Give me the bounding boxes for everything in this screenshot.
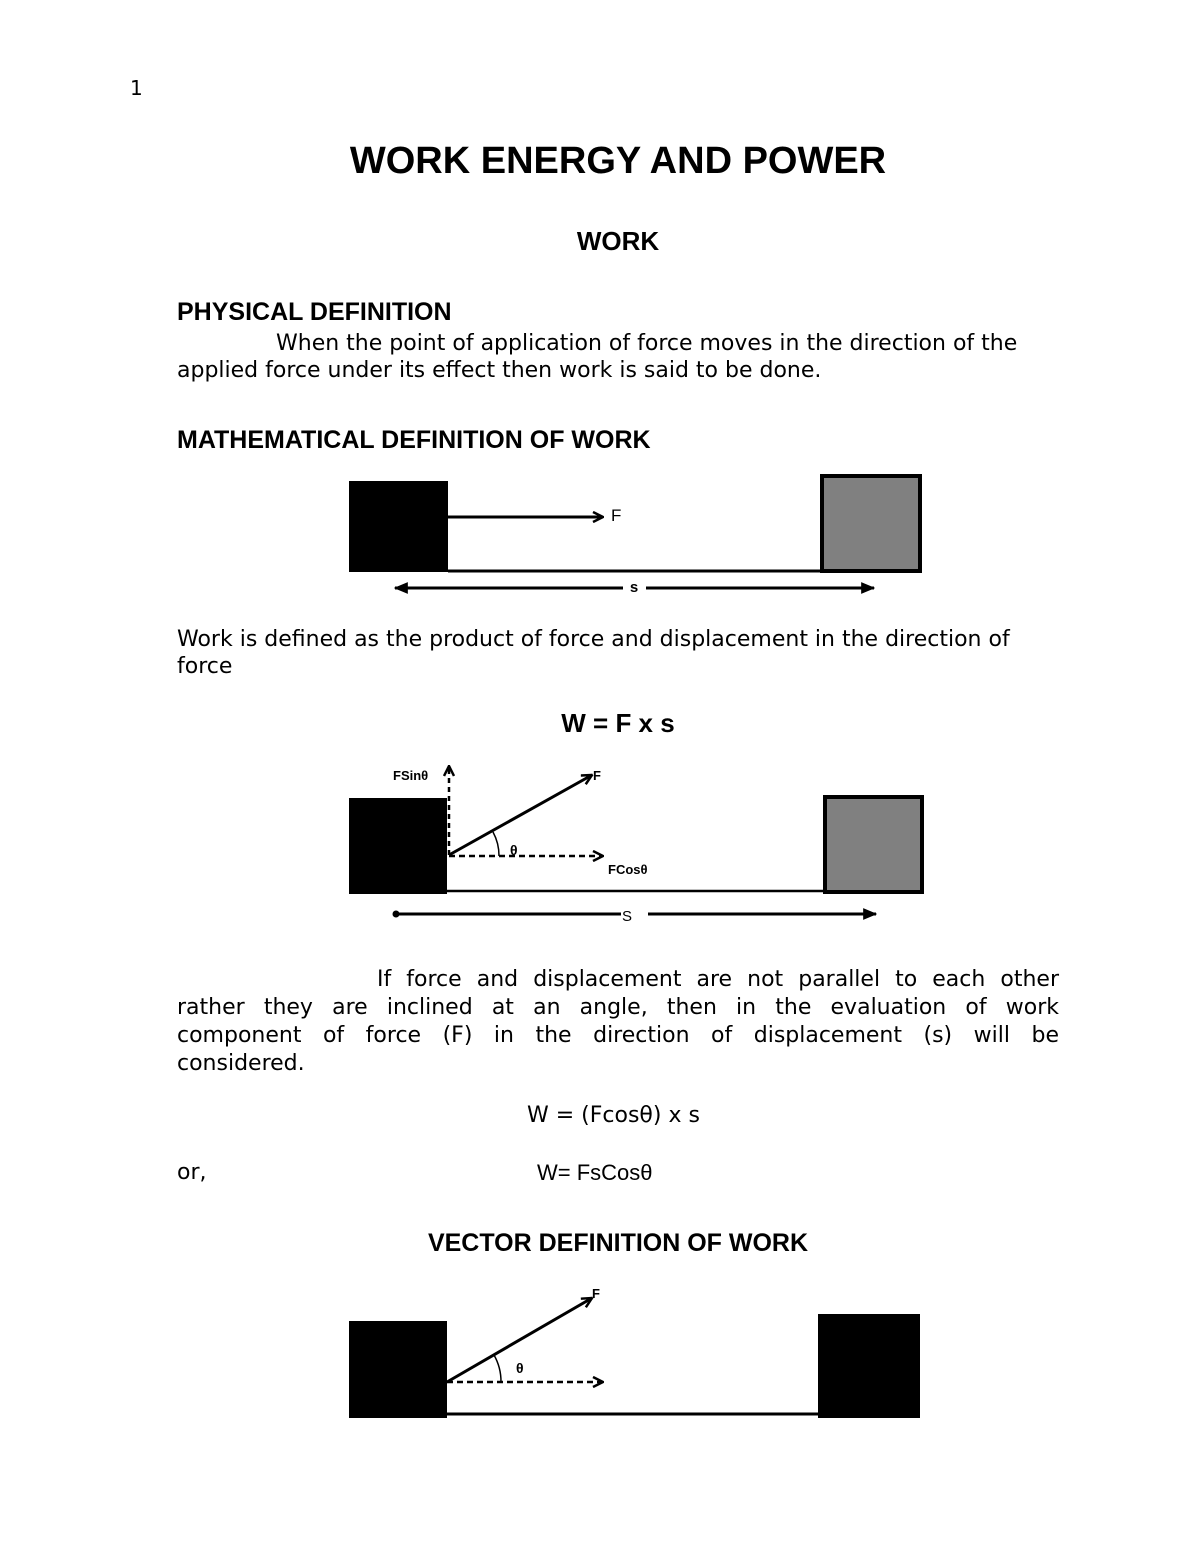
inclined-force-text: [177, 966, 1059, 1078]
block-final: [822, 476, 920, 571]
theta-label-3: θ: [516, 1360, 524, 1376]
fsin-label: FSinθ: [393, 768, 429, 783]
theta-label: θ: [510, 842, 518, 858]
displacement-label-2: S: [621, 908, 633, 925]
block-initial-3: [349, 1321, 447, 1418]
work-definition-line1: Work is defined as the product of force and displacement in the direction of: [177, 627, 1010, 652]
equation-fcos: W = (Fcosθ) x s: [527, 1103, 700, 1128]
force-label-2: F: [593, 768, 601, 783]
work-definition-line2: force: [177, 654, 233, 679]
force-label-3: F: [592, 1286, 600, 1301]
inclined-line4: considered.: [177, 1051, 305, 1076]
equation-w-fs: W = F x s: [561, 708, 675, 738]
displacement-label: s: [629, 579, 639, 596]
vector-definition-heading: VECTOR DEFINITION OF WORK: [427, 1229, 809, 1257]
block-initial-2: [349, 798, 447, 894]
section-title-work: WORK: [576, 226, 660, 256]
page-title: WORK ENERGY AND POWER: [349, 140, 887, 182]
angle-arc: [493, 832, 499, 856]
equation-fscos: W= FsCosθ: [537, 1160, 653, 1185]
angle-arc-3: [494, 1355, 501, 1382]
inclined-line3: component of force (F) in the direction of displacement (s) will be: [177, 1023, 1059, 1048]
or-label: or,: [177, 1160, 207, 1185]
block-final-3: [818, 1314, 920, 1418]
inclined-line1: If force and displacement are not parallel to each other: [377, 967, 1059, 992]
physical-definition-line1: When the point of application of force moves in the direction of the: [276, 331, 1018, 356]
force-label: F: [611, 506, 622, 525]
page-number: 1: [130, 76, 143, 100]
force-arrow-2: [449, 775, 592, 855]
work-definition-text: [177, 626, 1070, 680]
fcos-label: FCosθ: [608, 862, 648, 877]
mathematical-definition-heading: MATHEMATICAL DEFINITION OF WORK: [177, 426, 651, 454]
inclined-line2: rather they are inclined at an angle, then in the evaluation of work: [177, 995, 1059, 1020]
block-initial: [349, 481, 448, 572]
block-final-2: [825, 797, 922, 892]
physical-definition-line2: applied force under its effect then work is said to be done.: [177, 358, 822, 383]
physical-definition-heading: PHYSICAL DEFINITION: [177, 298, 452, 326]
